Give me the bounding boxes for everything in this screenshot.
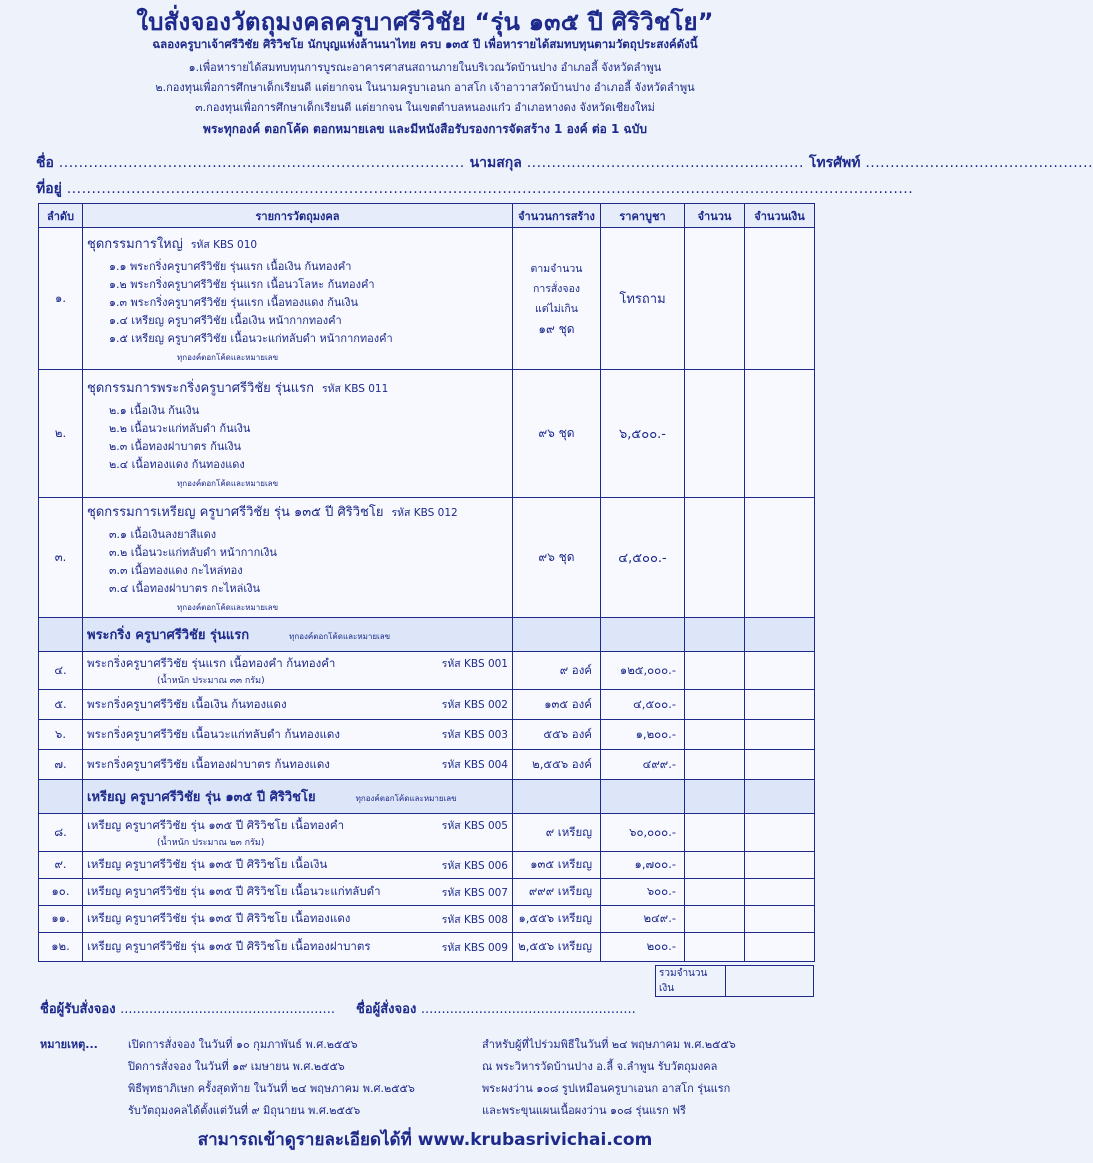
item-name: พระกริ่งครูบาศรีวิชัย เนื้อเงิน ก้นทองแดง (87, 696, 287, 711)
surname-field[interactable]: ........................................................ (526, 155, 804, 171)
total-cell[interactable] (745, 814, 815, 852)
amount-cell[interactable] (685, 690, 745, 720)
price: ๔,๕๐๐.- (601, 690, 685, 720)
item-cell (83, 750, 513, 780)
set-item: ๒.๓ เนื้อทองฝาบาตร ก้นเงิน (109, 440, 242, 453)
price: ๖๐,๐๐๐.- (601, 814, 685, 852)
row-index: ๔. (39, 652, 83, 690)
col-header-item: รายการวัตถุมงคล (83, 204, 513, 228)
item-cell (83, 720, 513, 750)
set-code: รหัส KBS 012 (391, 507, 458, 519)
total-cell[interactable] (745, 906, 815, 933)
col-header-quantity-made: จำนวนการสร้าง (513, 204, 601, 228)
item-code: รหัส KBS 009 (441, 941, 508, 954)
amount-cell[interactable] (685, 750, 745, 780)
item-code: รหัส KBS 004 (441, 759, 508, 771)
row-index: ๑๒. (39, 933, 83, 962)
quantity-made: ๙๙๙ เหรียญ (513, 879, 601, 906)
item-code: รหัส KBS 007 (441, 886, 508, 899)
amount-cell[interactable] (685, 933, 745, 962)
form-title: ใบสั่งจองวัตถุมงคลครูบาศรีวิชัย “รุ่น ๑๓๕ ปี ศิริวิชโย” (136, 8, 714, 36)
section-title (83, 618, 513, 652)
orderer-field[interactable]: .................................................... (420, 1002, 636, 1017)
set-item: ๓.๒ เนื้อนวะแก่ทลับดำ หน้ากากเงิน (109, 546, 277, 559)
website-footer: สามารถเข้าดูรายละเอียดได้ที่ www.krubasrivichai.com (197, 1130, 653, 1150)
amount-cell[interactable] (685, 652, 745, 690)
form-subtitle: ฉลองครูบาเจ้าศรีวิชัย ศิริวิชโย นักบุญแห่งล้านนาไทย ครบ ๑๓๕ ปี เพื่อหารายได้สมทบทุนตามวัตถุประสงค์ดังนี้ (152, 37, 698, 51)
notes-title: หมายเหตุ... (40, 1038, 98, 1051)
table-row (39, 652, 815, 690)
row-index: ๑๐. (39, 879, 83, 906)
item-code: รหัส KBS 006 (441, 859, 508, 872)
phone-field[interactable]: .............................................. (865, 155, 1093, 171)
row-index: ๓. (39, 498, 83, 618)
price: ๑,๗๐๐.- (601, 852, 685, 879)
table-row (39, 750, 815, 780)
name-field[interactable]: .................................................................................. (58, 155, 465, 171)
amount-cell[interactable] (685, 720, 745, 750)
item-weight: (น้ำหนัก ประมาณ ๒๓ กรัม) (157, 837, 265, 848)
col-header-total: จำนวนเงิน (745, 204, 815, 228)
note-line: และพระขุนแผนเนื้อผงว่าน ๑๐๘ รุ่นแรก ฟรี (482, 1104, 686, 1117)
item-name: พระกริ่งครูบาศรีวิชัย เนื้อนวะแก่ทลับดำ ก้นทองแดง (87, 726, 340, 741)
total-cell[interactable] (745, 750, 815, 780)
item-cell (83, 652, 513, 690)
col-header-price: ราคาบูชา (601, 204, 685, 228)
grand-total-label: รวมจำนวนเงิน (656, 966, 726, 997)
item-name: พระกริ่งครูบาศรีวิชัย รุ่นแรก เนื้อทองคำ ก้นทองคำ (87, 655, 336, 670)
orderer-label: ชื่อผู้สั่งจอง (356, 1002, 417, 1017)
address-label: ที่อยู่ (36, 181, 62, 197)
amount-cell[interactable] (685, 906, 745, 933)
section-note: ทุกองค์ตอกโค้ดและหมายเลข (355, 794, 457, 803)
quantity-made: ๙ เหรียญ (513, 814, 601, 852)
col-header-index: ลำดับ (39, 204, 83, 228)
qty-line: ๑๙ ชุด (538, 321, 575, 336)
set-item: ๒.๑ เนื้อเงิน ก้นเงิน (109, 404, 200, 417)
receiver-signature (40, 998, 335, 1019)
quantity-made (513, 228, 601, 370)
quantity-made: ๑๓๕ องค์ (513, 690, 601, 720)
price: ๑,๒๐๐.- (601, 720, 685, 750)
set-title: ชุดกรรมการพระกริ่งครูบาศรีวิชัย รุ่นแรก (87, 381, 314, 396)
item-cell (83, 690, 513, 720)
name-row (36, 152, 1093, 174)
orderer-signature (356, 998, 636, 1019)
note-line: เปิดการสั่งจอง ในวันที่ ๑๐ กุมภาพันธ์ พ.ศ.๒๕๕๖ (128, 1038, 358, 1051)
section-label: เหรียญ ครูบาศรีวิชัย รุ่น ๑๓๕ ปี ศิริวิชโย (87, 790, 316, 805)
quantity-made: ๙ องค์ (513, 652, 601, 690)
price: ๔๙๙.- (601, 750, 685, 780)
receiver-field[interactable]: .................................................... (120, 1002, 335, 1017)
item-cell (83, 933, 513, 962)
row-index: ๑๑. (39, 906, 83, 933)
item-cell (83, 852, 513, 879)
table-row (39, 690, 815, 720)
item-cell (83, 906, 513, 933)
grand-total-box (655, 965, 814, 997)
total-cell[interactable] (745, 720, 815, 750)
item-weight: (น้ำหนัก ประมาณ ๓๓ กรัม) (157, 675, 265, 686)
quantity-made: ๑๓๕ เหรียญ (513, 852, 601, 879)
quantity-made: ๒,๕๕๖ องค์ (513, 750, 601, 780)
table-row (39, 852, 815, 879)
row-index: ๑. (39, 228, 83, 370)
item-code: รหัส KBS 002 (441, 699, 508, 711)
price: ๑๒๕,๐๐๐.- (601, 652, 685, 690)
table-row (39, 720, 815, 750)
certificate-notice: พระทุกองค์ ตอกโค้ด ตอกหมายเลข และมีหนังสือรับรองการจัดสร้าง 1 องค์ ต่อ 1 ฉบับ (203, 122, 647, 136)
receiver-label: ชื่อผู้รับสั่งจอง (40, 1002, 116, 1017)
section-header-coin (39, 780, 815, 814)
section-title (83, 780, 513, 814)
price: ๖,๕๐๐.- (601, 370, 685, 498)
amount-cell[interactable] (685, 228, 745, 370)
item-name: เหรียญ ครูบาศรีวิชัย รุ่น ๑๓๕ ปี ศิริวิชโย เนื้อเงิน (87, 857, 328, 871)
set-title: ชุดกรรมการเหรียญ ครูบาศรีวิชัย รุ่น ๑๓๕ ปี ศิริวิชโย (87, 505, 384, 520)
set-code: รหัส KBS 011 (322, 383, 389, 395)
item-name: เหรียญ ครูบาศรีวิชัย รุ่น ๑๓๕ ปี ศิริวิชโย เนื้อทองคำ (87, 817, 345, 832)
set-item: ๑.๕ เหรียญ ครูบาศรีวิชัย เนื้อนวะแก่ทลับดำ หน้ากากทองคำ (109, 332, 393, 345)
total-cell[interactable] (745, 852, 815, 879)
table-row (39, 933, 815, 962)
phone-label: โทรศัพท์ (808, 155, 861, 171)
item-cell (83, 879, 513, 906)
total-cell[interactable] (745, 228, 815, 370)
quantity-made: ๒,๕๕๖ เหรียญ (513, 933, 601, 962)
amount-cell[interactable] (685, 852, 745, 879)
name-label: ชื่อ (36, 155, 54, 171)
set-description (83, 498, 513, 618)
set-description (83, 370, 513, 498)
qty-line: การสั่งจอง (532, 282, 580, 295)
row-index: ๖. (39, 720, 83, 750)
table-row (39, 906, 815, 933)
row-index: ๒. (39, 370, 83, 498)
notes-label (40, 1034, 98, 1056)
section-note: ทุกองค์ตอกโค้ดและหมายเลข (289, 632, 391, 641)
price: โทรถาม (601, 228, 685, 370)
set-item: ๓.๔ เนื้อทองฝาบาตร กะไหล่เงิน (109, 582, 261, 595)
row-index: ๘. (39, 814, 83, 852)
note-line: พิธีพุทธาภิเษก ครั้งสุดท้าย ในวันที่ ๒๔ พฤษภาคม พ.ศ.๒๕๕๖ (128, 1082, 415, 1095)
set-item: ๒.๔ เนื้อทองแดง ก้นทองแดง (109, 458, 245, 471)
table-row (39, 814, 815, 852)
price: ๒๐๐.- (601, 933, 685, 962)
notes-left (128, 1034, 415, 1122)
order-table (38, 203, 815, 962)
row-index: ๗. (39, 750, 83, 780)
item-code: รหัส KBS 005 (441, 820, 508, 832)
table-row (39, 879, 815, 906)
grand-total-cell[interactable] (726, 966, 814, 997)
set-item: ๑.๓ พระกริ่งครูบาศรีวิชัย รุ่นแรก เนื้อทองแดง ก้นเงิน (109, 296, 359, 309)
set-description (83, 228, 513, 370)
set-item: ๓.๓ เนื้อทองแดง กะไหล่ทอง (109, 564, 243, 577)
purpose-2: ๒.กองทุนเพื่อการศึกษาเด็กเรียนดี แต่ยากจน ในนามครูบาเอนก อาสโก เจ้าอาวาสวัดบ้านปาง อำเภอลี้ จังหวัดลำพูน (155, 81, 695, 94)
notes-right (482, 1034, 736, 1122)
set-code: รหัส KBS 010 (190, 239, 258, 251)
note-line: ปิดการสั่งจอง ในวันที่ ๑๙ เมษายน พ.ศ.๒๕๕๖ (128, 1060, 345, 1073)
note-line: ณ พระวิหารวัดบ้านปาง อ.ลี้ จ.ลำพูน รับวัตถุมงคล (482, 1060, 718, 1073)
item-cell (83, 814, 513, 852)
set-note: ทุกองค์ตอกโค้ดและหมายเลข (177, 353, 279, 362)
item-code: รหัส KBS 008 (441, 913, 508, 926)
col-header-amount: จำนวน (685, 204, 745, 228)
total-cell[interactable] (745, 879, 815, 906)
amount-cell[interactable] (685, 879, 745, 906)
set-item: ๓.๑ เนื้อเงินลงยาสีแดง (109, 528, 217, 541)
set-note: ทุกองค์ตอกโค้ดและหมายเลข (177, 479, 279, 488)
total-cell[interactable] (745, 933, 815, 962)
set-item: ๒.๒ เนื้อนวะแก่ทลับดำ ก้นเงิน (109, 422, 251, 435)
quantity-made: ๙๖ ชุด (513, 498, 601, 618)
set-note: ทุกองค์ตอกโค้ดและหมายเลข (177, 603, 279, 612)
total-cell[interactable] (745, 652, 815, 690)
row-index: ๕. (39, 690, 83, 720)
item-name: เหรียญ ครูบาศรีวิชัย รุ่น ๑๓๕ ปี ศิริวิชโย เนื้อทองฝาบาตร (87, 939, 371, 953)
item-code: รหัส KBS 003 (441, 729, 508, 741)
address-row (36, 178, 913, 200)
item-name: เหรียญ ครูบาศรีวิชัย รุ่น ๑๓๕ ปี ศิริวิชโย เนื้อนวะแก่ทลับดำ (87, 884, 381, 898)
set-item: ๑.๔ เหรียญ ครูบาศรีวิชัย เนื้อเงิน หน้ากากทองคำ (109, 314, 342, 327)
note-line: สำหรับผู้ที่ไปร่วมพิธีในวันที่ ๒๔ พฤษภาคม พ.ศ.๒๕๕๖ (482, 1038, 736, 1051)
total-cell[interactable] (745, 370, 815, 498)
item-code: รหัส KBS 001 (441, 658, 508, 670)
surname-label: นามสกุล (469, 155, 522, 171)
amount-cell[interactable] (685, 370, 745, 498)
section-label: พระกริ่ง ครูบาศรีวิชัย รุ่นแรก (87, 628, 250, 643)
qty-line: แต่ไม่เกิน (535, 302, 578, 315)
price: ๖๐๐.- (601, 879, 685, 906)
amount-cell[interactable] (685, 498, 745, 618)
amount-cell[interactable] (685, 814, 745, 852)
quantity-made: ๙๖ ชุด (513, 370, 601, 498)
note-line: รับวัตถุมงคลได้ตั้งแต่วันที่ ๙ มิถุนายน พ.ศ.๒๕๕๖ (128, 1104, 361, 1117)
purpose-3: ๓.กองทุนเพื่อการศึกษาเด็กเรียนดี แต่ยากจน ในเขตตำบลหนองแก๋ว อำเภอหางดง จังหวัดเชียงใหม่ (195, 101, 655, 114)
set-item: ๑.๑ พระกริ่งครูบาศรีวิชัย รุ่นแรก เนื้อเงิน ก้นทองคำ (109, 260, 352, 273)
item-name: เหรียญ ครูบาศรีวิชัย รุ่น ๑๓๕ ปี ศิริวิชโย เนื้อทองแดง (87, 911, 351, 925)
note-line: พระผงว่าน ๑๐๘ รูปเหมือนครูบาเอนก อาสโก รุ่นแรก (482, 1082, 731, 1095)
address-field[interactable]: ........................................................................................................................................................................... (66, 181, 914, 197)
total-cell[interactable] (745, 690, 815, 720)
price: ๔,๕๐๐.- (601, 498, 685, 618)
item-name: พระกริ่งครูบาศรีวิชัย เนื้อทองฝาบาตร ก้นทองแดง (87, 756, 330, 771)
table-row (39, 370, 815, 498)
total-cell[interactable] (745, 498, 815, 618)
table-header (39, 204, 815, 228)
quantity-made: ๑,๕๕๖ เหรียญ (513, 906, 601, 933)
qty-line: ตามจำนวน (530, 262, 583, 275)
set-item: ๑.๒ พระกริ่งครูบาศรีวิชัย รุ่นแรก เนื้อนวโลหะ ก้นทองคำ (109, 278, 375, 291)
row-index: ๙. (39, 852, 83, 879)
table-row (39, 228, 815, 370)
section-header-kring (39, 618, 815, 652)
price: ๒๔๙.- (601, 906, 685, 933)
quantity-made: ๕๕๖ องค์ (513, 720, 601, 750)
set-title: ชุดกรรมการใหญ่ (87, 237, 183, 252)
table-row (39, 498, 815, 618)
purpose-1: ๑.เพื่อหารายได้สมทบทุนการบูรณะอาคารศาสนสถานภายในบริเวณวัดบ้านปาง อำเภอลี้ จังหวัดลำพูน (188, 61, 662, 74)
